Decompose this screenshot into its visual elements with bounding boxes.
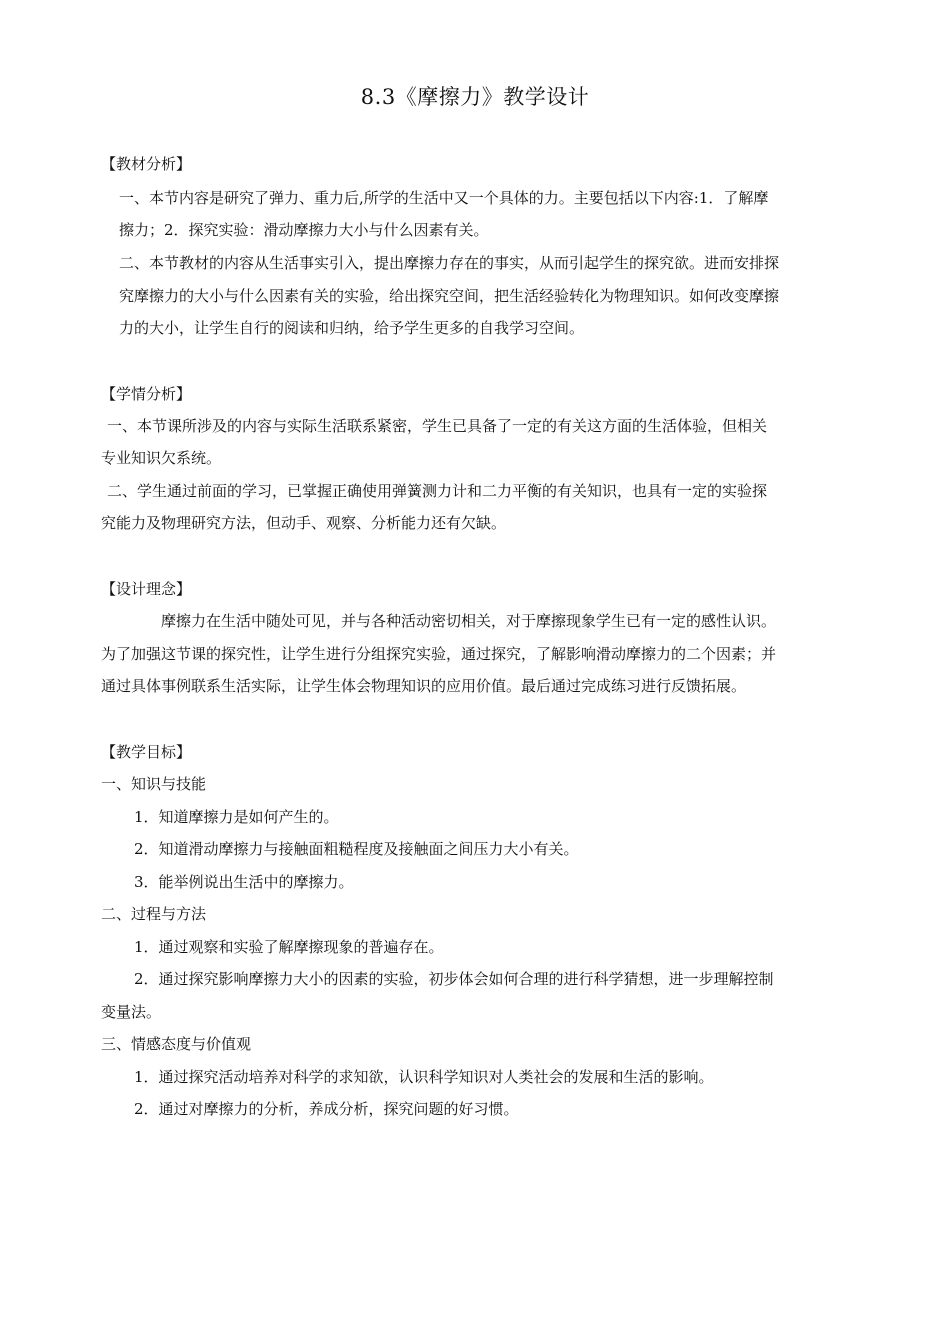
goal-item: 1．知道摩擦力是如何产生的。 <box>134 808 339 826</box>
subheading-knowledge-skills: 一、知识与技能 <box>101 775 207 793</box>
subheading-attitude-values: 三、情感态度与价值观 <box>101 1035 252 1053</box>
paragraph-line: 擦力；2．探究实验：滑动摩擦力大小与什么因素有关。 <box>119 221 489 239</box>
paragraph-line: 一、本节课所涉及的内容与实际生活联系紧密，学生已具备了一定的有关这方面的生活体验，但相关 <box>107 417 768 435</box>
document-title: 8.3《摩擦力》教学设计 <box>360 85 590 109</box>
paragraph-line: 力的大小，让学生自行的阅读和归纳，给予学生更多的自我学习空间。 <box>119 319 585 337</box>
paragraph-line: 一、本节内容是研究了弹力、重力后,所学的生活中又一个具体的力。主要包括以下内容:1．了解摩 <box>119 189 769 207</box>
paragraph-line: 二、本节教材的内容从生活事实引入，提出摩擦力存在的事实，从而引起学生的探究欲。进而安排探 <box>119 254 780 272</box>
paragraph-line: 为了加强这节课的探究性，让学生进行分组探究实验，通过探究，了解影响滑动摩擦力的二个因素；并 <box>101 645 777 663</box>
paragraph-line: 二、学生通过前面的学习，已掌握正确使用弹簧测力计和二力平衡的有关知识，也具有一定的实验探 <box>107 482 768 500</box>
section-heading-teaching-goals: 【教学目标】 <box>101 743 192 761</box>
goal-item: 1．通过观察和实验了解摩擦现象的普遍存在。 <box>134 938 444 956</box>
paragraph-line: 通过具体事例联系生活实际，让学生体会物理知识的应用价值。最后通过完成练习进行反馈拓展。 <box>101 677 747 695</box>
subheading-process-methods: 二、过程与方法 <box>101 905 207 923</box>
section-heading-student-analysis: 【学情分析】 <box>101 385 192 403</box>
goal-item: 2．通过探究影响摩擦力大小的因素的实验，初步体会如何合理的进行科学猜想，进一步理解控制 <box>134 970 774 988</box>
section-heading-textbook-analysis: 【教材分析】 <box>101 155 192 173</box>
goal-item: 1．通过探究活动培养对科学的求知欲，认识科学知识对人类社会的发展和生活的影响。 <box>134 1068 714 1086</box>
paragraph-line: 专业知识欠系统。 <box>101 449 222 467</box>
paragraph-line: 究摩擦力的大小与什么因素有关的实验，给出探究空间，把生活经验转化为物理知识。如何改变摩擦 <box>119 287 780 305</box>
paragraph-line: 究能力及物理研究方法，但动手、观察、分析能力还有欠缺。 <box>101 514 507 532</box>
section-heading-design-concept: 【设计理念】 <box>101 580 192 598</box>
goal-item: 2．通过对摩擦力的分析，养成分析，探究问题的好习惯。 <box>134 1100 519 1118</box>
paragraph-line: 摩擦力在生活中随处可见，并与各种活动密切相关，对于摩擦现象学生已有一定的感性认识。 <box>161 612 777 630</box>
goal-item-continuation: 变量法。 <box>101 1003 162 1021</box>
goal-item: 2．知道滑动摩擦力与接触面粗糙程度及接触面之间压力大小有关。 <box>134 840 579 858</box>
goal-item: 3．能举例说出生活中的摩擦力。 <box>134 873 354 891</box>
